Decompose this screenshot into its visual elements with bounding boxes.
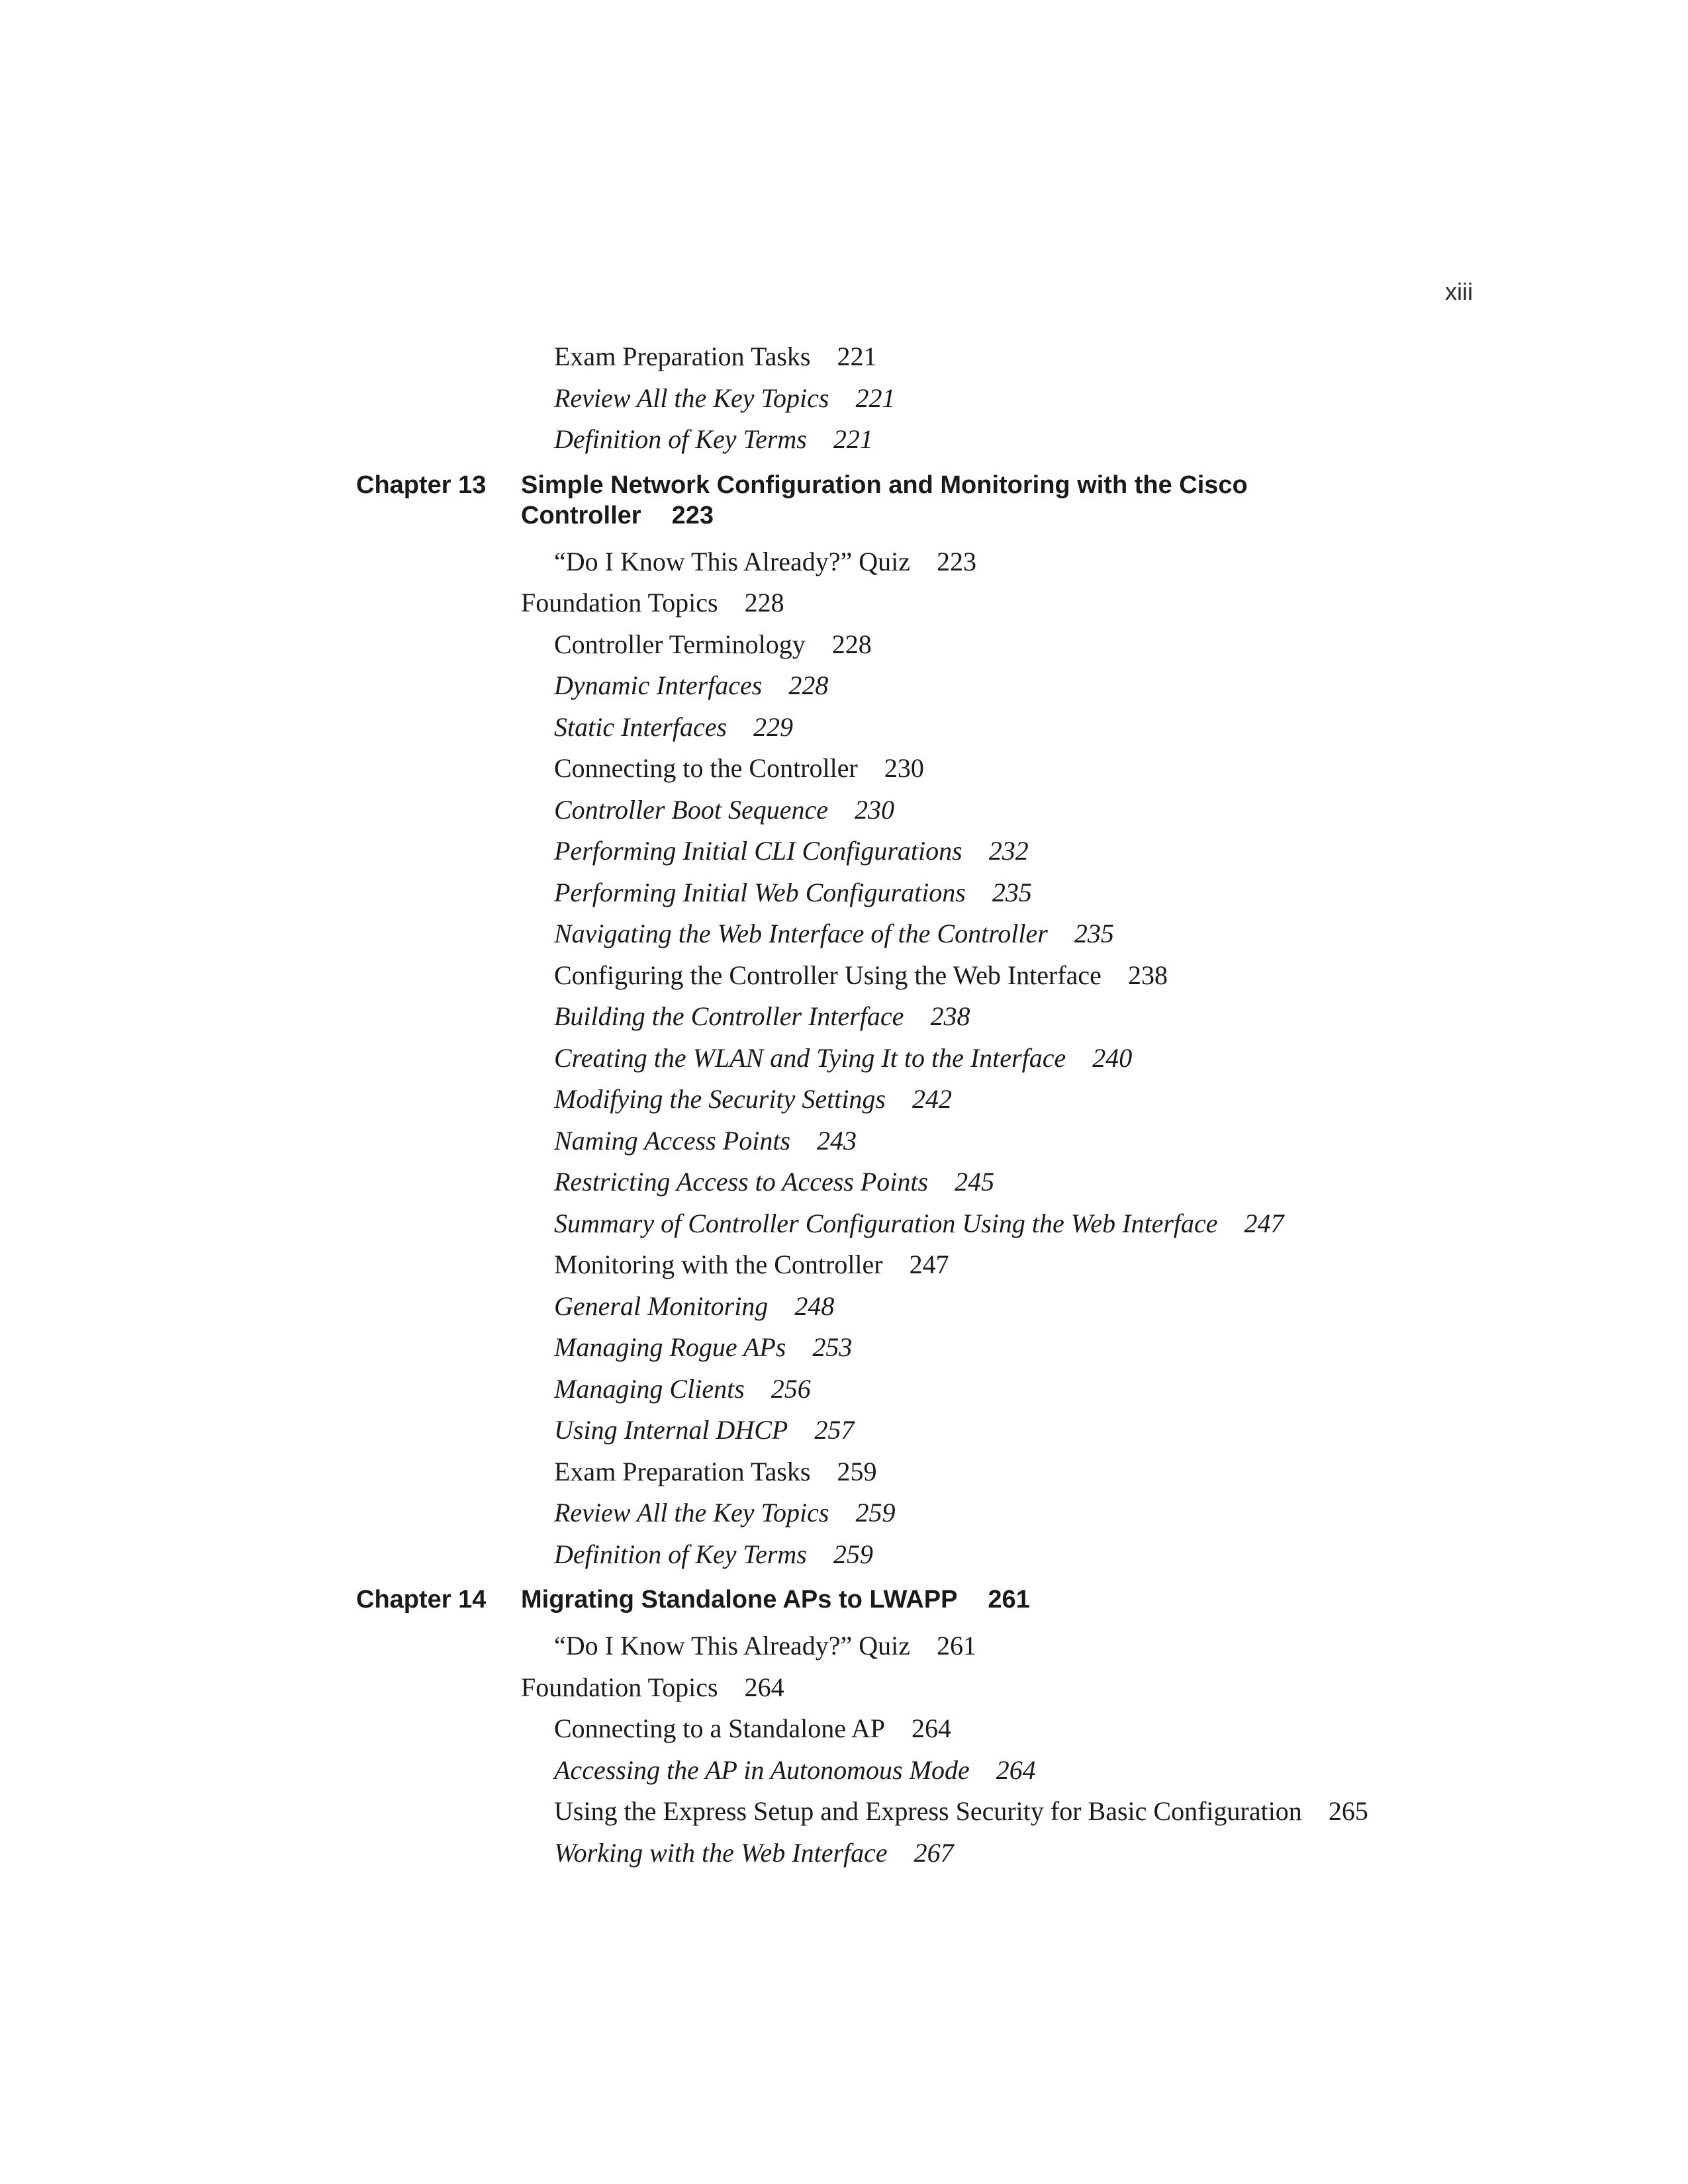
toc-entry-title: Managing Rogue APs [554, 1332, 786, 1362]
toc-entry-title: Modifying the Security Settings [554, 1084, 886, 1114]
toc-entry-title: Working with the Web Interface [554, 1837, 888, 1868]
toc-entry [0, 1534, 1688, 1576]
toc-entry [0, 707, 1688, 749]
toc-entry [0, 1667, 1688, 1709]
toc-entry-title: Exam Preparation Tasks [554, 341, 811, 371]
toc-entry-page: 267 [914, 1837, 954, 1868]
toc-entry [0, 1451, 1688, 1493]
toc-entry-title: Using the Express Setup and Express Security for Basic Configuration [554, 1796, 1302, 1826]
toc-entry-title: Definition of Key Terms [554, 424, 807, 454]
toc-entry-title: Definition of Key Terms [554, 1539, 807, 1569]
toc-entry [0, 624, 1688, 666]
toc-entry-page: 228 [744, 588, 784, 617]
toc-entry [0, 1625, 1688, 1667]
toc-entry [0, 748, 1688, 790]
toc-entry-page: 223 [937, 546, 977, 576]
chapter-label: Chapter 14 [356, 1586, 487, 1614]
toc-entry [0, 1492, 1688, 1534]
toc-entry [0, 955, 1688, 997]
toc-entry [0, 1410, 1688, 1451]
toc-entry-title: Using Internal DHCP [554, 1415, 788, 1445]
toc-entry-title: Creating the WLAN and Tying It to the Interface [554, 1042, 1066, 1073]
toc-entry-page: 261 [937, 1631, 977, 1661]
toc-entry-page: 229 [753, 711, 794, 742]
toc-entry [0, 1244, 1688, 1286]
toc-entry [0, 790, 1688, 831]
toc-entry-title: Navigating the Web Interface of the Controller [554, 919, 1048, 948]
toc-entry-page: 259 [837, 1456, 877, 1486]
toc-entry-title: Restricting Access to Access Points [554, 1167, 929, 1197]
toc-entry-page: 256 [771, 1373, 811, 1404]
toc-entry-title: Foundation Topics [521, 1672, 718, 1702]
chapter-title [521, 1584, 1289, 1615]
toc-entry [0, 1369, 1688, 1410]
toc-entry-title: Exam Preparation Tasks [554, 1456, 811, 1486]
toc-entry-title: Dynamic Interfaces [554, 670, 763, 700]
toc-entry-page: 264 [996, 1754, 1036, 1785]
toc-entry-title: Configuring the Controller Using the Web Interface [554, 960, 1102, 990]
toc-entry-page: 228 [788, 670, 829, 700]
toc-entry-page: 257 [814, 1415, 855, 1445]
toc-entry-page: 235 [992, 877, 1032, 907]
chapter-label: Chapter 13 [356, 471, 487, 499]
toc-entry-page: 221 [855, 383, 896, 413]
toc-entry-title: Controller Terminology [554, 629, 806, 659]
chapter-title-text: Migrating Standalone APs to LWAPP [521, 1586, 958, 1614]
toc-entry-title: General Monitoring [554, 1291, 769, 1321]
toc-entry-page: 221 [833, 424, 873, 454]
toc-entry [0, 541, 1688, 583]
chapter-page-number: 223 [671, 501, 714, 529]
toc-entry-title: Connecting to the Controller [554, 753, 858, 783]
toc-entry [0, 1038, 1688, 1079]
toc-entry-page: 247 [1244, 1208, 1284, 1238]
toc-entry-page: 238 [930, 1001, 970, 1031]
toc-entry-page: 259 [855, 1498, 896, 1527]
toc-entry-title: Building the Controller Interface [554, 1001, 904, 1031]
toc-entry-title: Static Interfaces [554, 711, 727, 742]
table-of-contents [0, 336, 1688, 1874]
toc-entry [0, 913, 1688, 955]
toc-entry-page: 264 [911, 1713, 951, 1743]
toc-entry-page: 259 [833, 1539, 873, 1569]
toc-entry-page: 242 [912, 1084, 952, 1114]
toc-entry [0, 996, 1688, 1038]
toc-entry-title: “Do I Know This Already?” Quiz [554, 546, 911, 576]
toc-entry [0, 582, 1688, 624]
toc-entry [0, 1327, 1688, 1369]
toc-entry-title: Monitoring with the Controller [554, 1250, 883, 1279]
toc-entry-title: Review All the Key Topics [554, 1498, 829, 1527]
chapter-page-number: 261 [988, 1586, 1030, 1614]
page-number: xiii [1445, 278, 1473, 305]
toc-entry-title: Naming Access Points [554, 1125, 791, 1156]
toc-entry-page: 235 [1074, 919, 1114, 948]
toc-entry [0, 419, 1688, 461]
toc-entry-title: “Do I Know This Already?” Quiz [554, 1631, 911, 1661]
toc-entry-page: 243 [817, 1125, 857, 1156]
chapter-heading [0, 470, 1688, 531]
toc-entry-title: Performing Initial Web Configurations [554, 877, 966, 907]
toc-entry-page: 240 [1092, 1042, 1133, 1073]
toc-entry-page: 265 [1328, 1796, 1368, 1826]
toc-entry [0, 872, 1688, 914]
toc-entry [0, 1079, 1688, 1120]
toc-entry [0, 1708, 1688, 1750]
toc-entry-page: 232 [988, 836, 1029, 866]
toc-entry-page: 247 [909, 1250, 949, 1279]
toc-entry [0, 1791, 1688, 1833]
toc-entry [0, 665, 1688, 707]
toc-entry-page: 264 [744, 1672, 784, 1702]
toc-entry-title: Performing Initial CLI Configurations [554, 836, 962, 866]
toc-entry-title: Controller Boot Sequence [554, 794, 828, 825]
toc-entry [0, 1120, 1688, 1162]
toc-entry-title: Managing Clients [554, 1373, 745, 1404]
toc-entry-page: 248 [794, 1291, 835, 1321]
toc-entry-page: 228 [831, 629, 872, 659]
toc-entry [0, 1750, 1688, 1792]
toc-entry-page: 238 [1127, 960, 1168, 990]
chapter-title-text: Simple Network Configuration and Monitoring with the Cisco Controller [521, 471, 1248, 529]
toc-entry-title: Foundation Topics [521, 588, 718, 617]
toc-entry-page: 245 [955, 1167, 995, 1197]
chapter-heading [0, 1584, 1688, 1615]
toc-entry-title: Summary of Controller Configuration Using the Web Interface [554, 1208, 1218, 1238]
toc-entry-title: Accessing the AP in Autonomous Mode [554, 1754, 970, 1785]
toc-entry [0, 1203, 1688, 1245]
toc-entry-title: Connecting to a Standalone AP [554, 1713, 885, 1743]
toc-entry [0, 1286, 1688, 1328]
toc-entry [0, 1833, 1688, 1874]
toc-entry [0, 831, 1688, 872]
toc-entry-page: 230 [884, 753, 924, 783]
toc-entry-page: 221 [837, 341, 877, 371]
toc-entry [0, 1161, 1688, 1203]
chapter-title [521, 470, 1289, 531]
toc-entry-page: 253 [812, 1332, 853, 1362]
toc-entry-page: 230 [854, 794, 894, 825]
toc-entry [0, 378, 1688, 420]
toc-entry-title: Review All the Key Topics [554, 383, 829, 413]
toc-entry [0, 336, 1688, 378]
